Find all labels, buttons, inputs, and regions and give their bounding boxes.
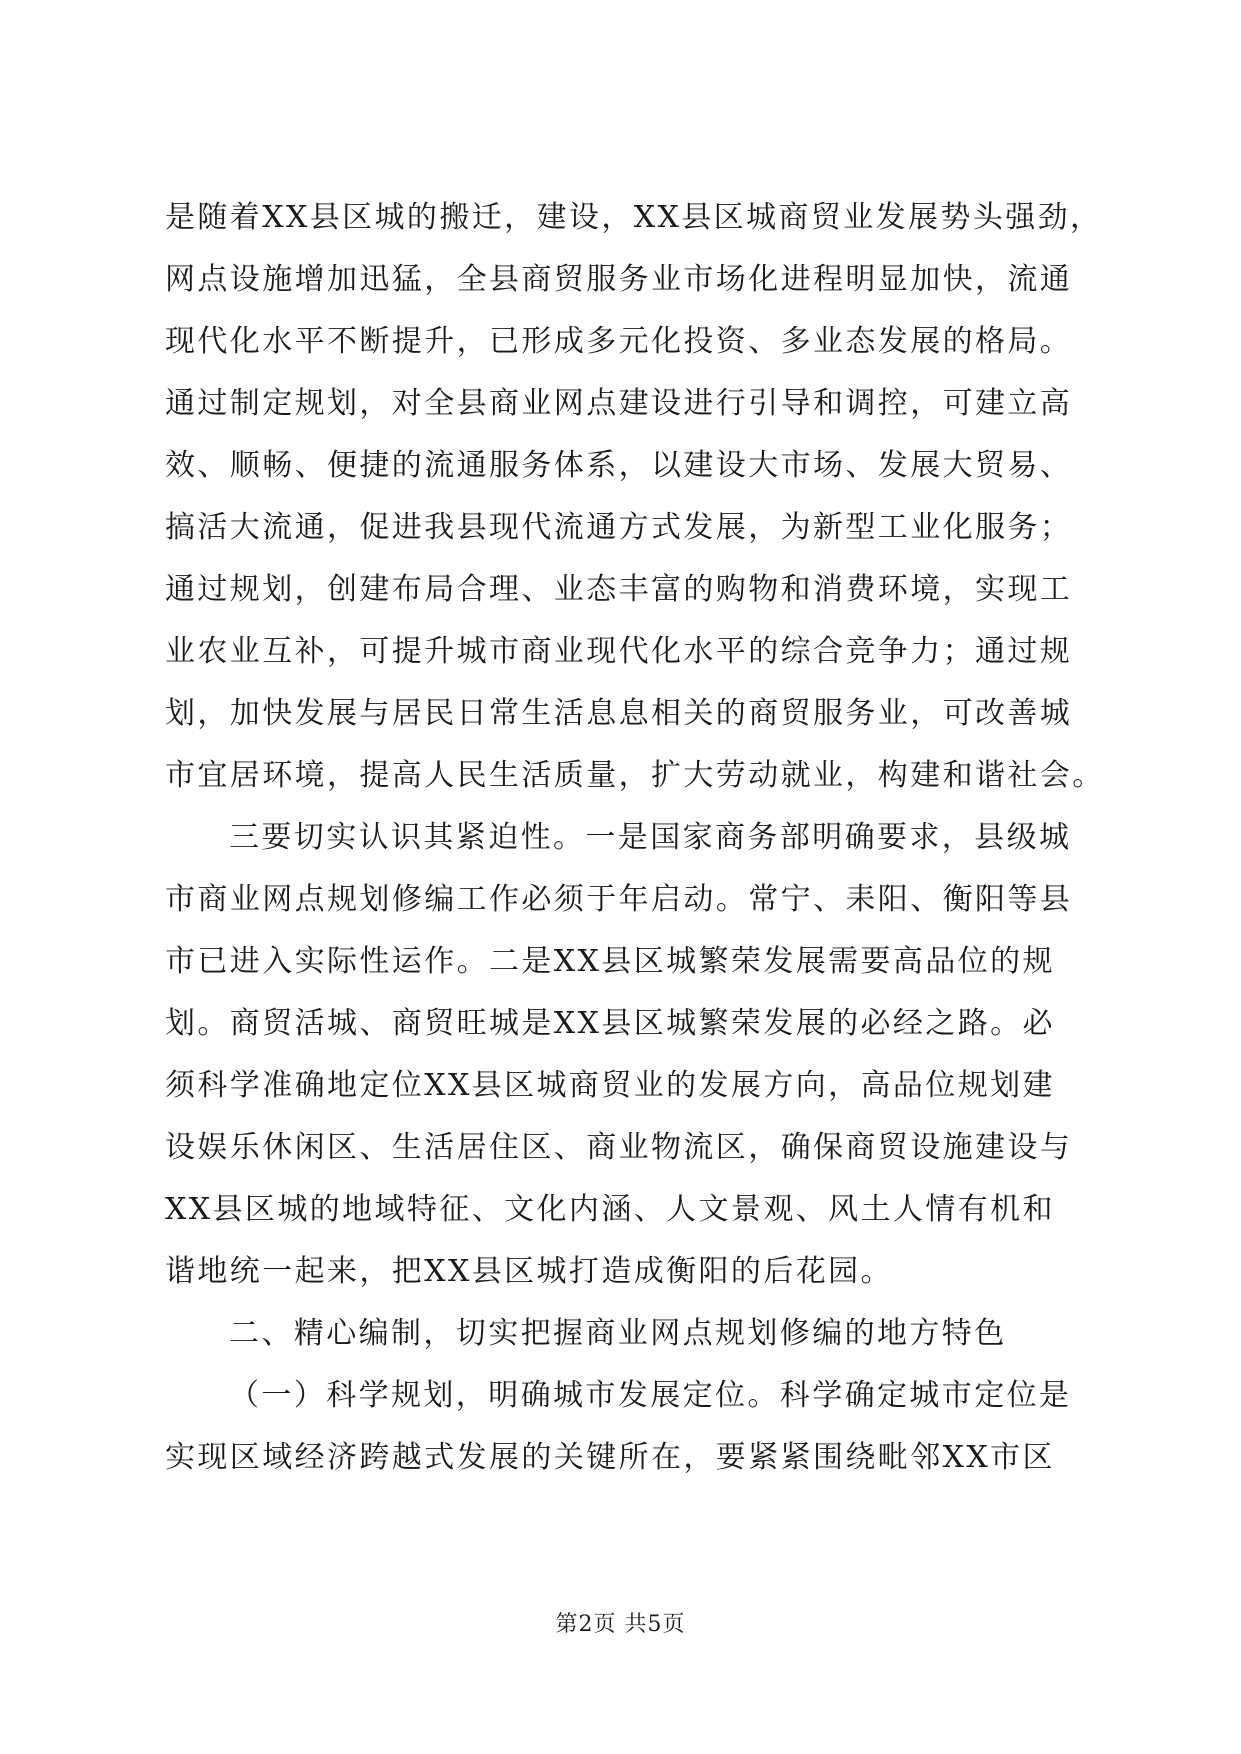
paragraph-line: 效、顺畅、便捷的流通服务体系，以建设大市场、发展大贸易、 xyxy=(165,448,1073,483)
paragraph-line: 划。商贸活城、商贸旺城是XX县区城繁荣发展的必经之路。必 xyxy=(165,1006,1055,1041)
paragraph-line: 谐地统一起来，把XX县区城打造成衡阳的后花园。 xyxy=(165,1254,893,1289)
paragraph-line: 须科学准确地定位XX县区城商贸业的发展方向，高品位规划建 xyxy=(165,1068,1055,1103)
document-body xyxy=(165,187,1105,1489)
paragraph-line: 划，加快发展与居民日常生活息息相关的商贸服务业，可改善城 xyxy=(165,696,1073,731)
paragraph-first-line: 三要切实认识其紧迫性。一是国家商务部明确要求，县级城 xyxy=(229,820,1072,855)
subsection-first-line: （一）科学规划，明确城市发展定位。科学确定城市定位是 xyxy=(229,1378,1072,1413)
paragraph-line: 网点设施增加迅猛，全县商贸服务业市场化进程明显加快，流通 xyxy=(165,262,1073,297)
paragraph-line: 市宜居环境，提高人民生活质量，扩大劳动就业，构建和谐社会。 xyxy=(165,758,1105,793)
paragraph-line: 是随着XX县区城的搬迁，建设，XX县区城商贸业发展势头强劲， xyxy=(165,200,1103,235)
page-number-footer: 第2页 共5页 xyxy=(555,1612,686,1637)
paragraph-line: 业农业互补，可提升城市商业现代化水平的综合竞争力；通过规 xyxy=(165,634,1073,669)
paragraph-line: 实现区域经济跨越式发展的关键所在，要紧紧围绕毗邻XX市区 xyxy=(165,1440,1055,1475)
paragraph-line: 设娱乐休闲区、生活居住区、商业物流区，确保商贸设施建设与 xyxy=(165,1130,1073,1165)
paragraph-line: 市商业网点规划修编工作必须于年启动。常宁、耒阳、衡阳等县 xyxy=(165,882,1073,917)
paragraph-line: 通过规划，创建布局合理、业态丰富的购物和消费环境，实现工 xyxy=(165,572,1073,607)
paragraph-line: 市已进入实际性运作。二是XX县区城繁荣发展需要高品位的规 xyxy=(165,944,1055,979)
paragraph-line: 现代化水平不断提升，已形成多元化投资、多业态发展的格局。 xyxy=(165,324,1073,359)
paragraph-line: XX县区城的地域特征、文化内涵、人文景观、风土人情有机和 xyxy=(165,1192,1055,1227)
paragraph-line: 通过制定规划，对全县商业网点建设进行引导和调控，可建立高 xyxy=(165,386,1073,421)
paragraph-line: 搞活大流通，促进我县现代流通方式发展，为新型工业化服务； xyxy=(165,510,1073,545)
section-heading: 二、精心编制，切实把握商业网点规划修编的地方特色 xyxy=(229,1316,1007,1351)
